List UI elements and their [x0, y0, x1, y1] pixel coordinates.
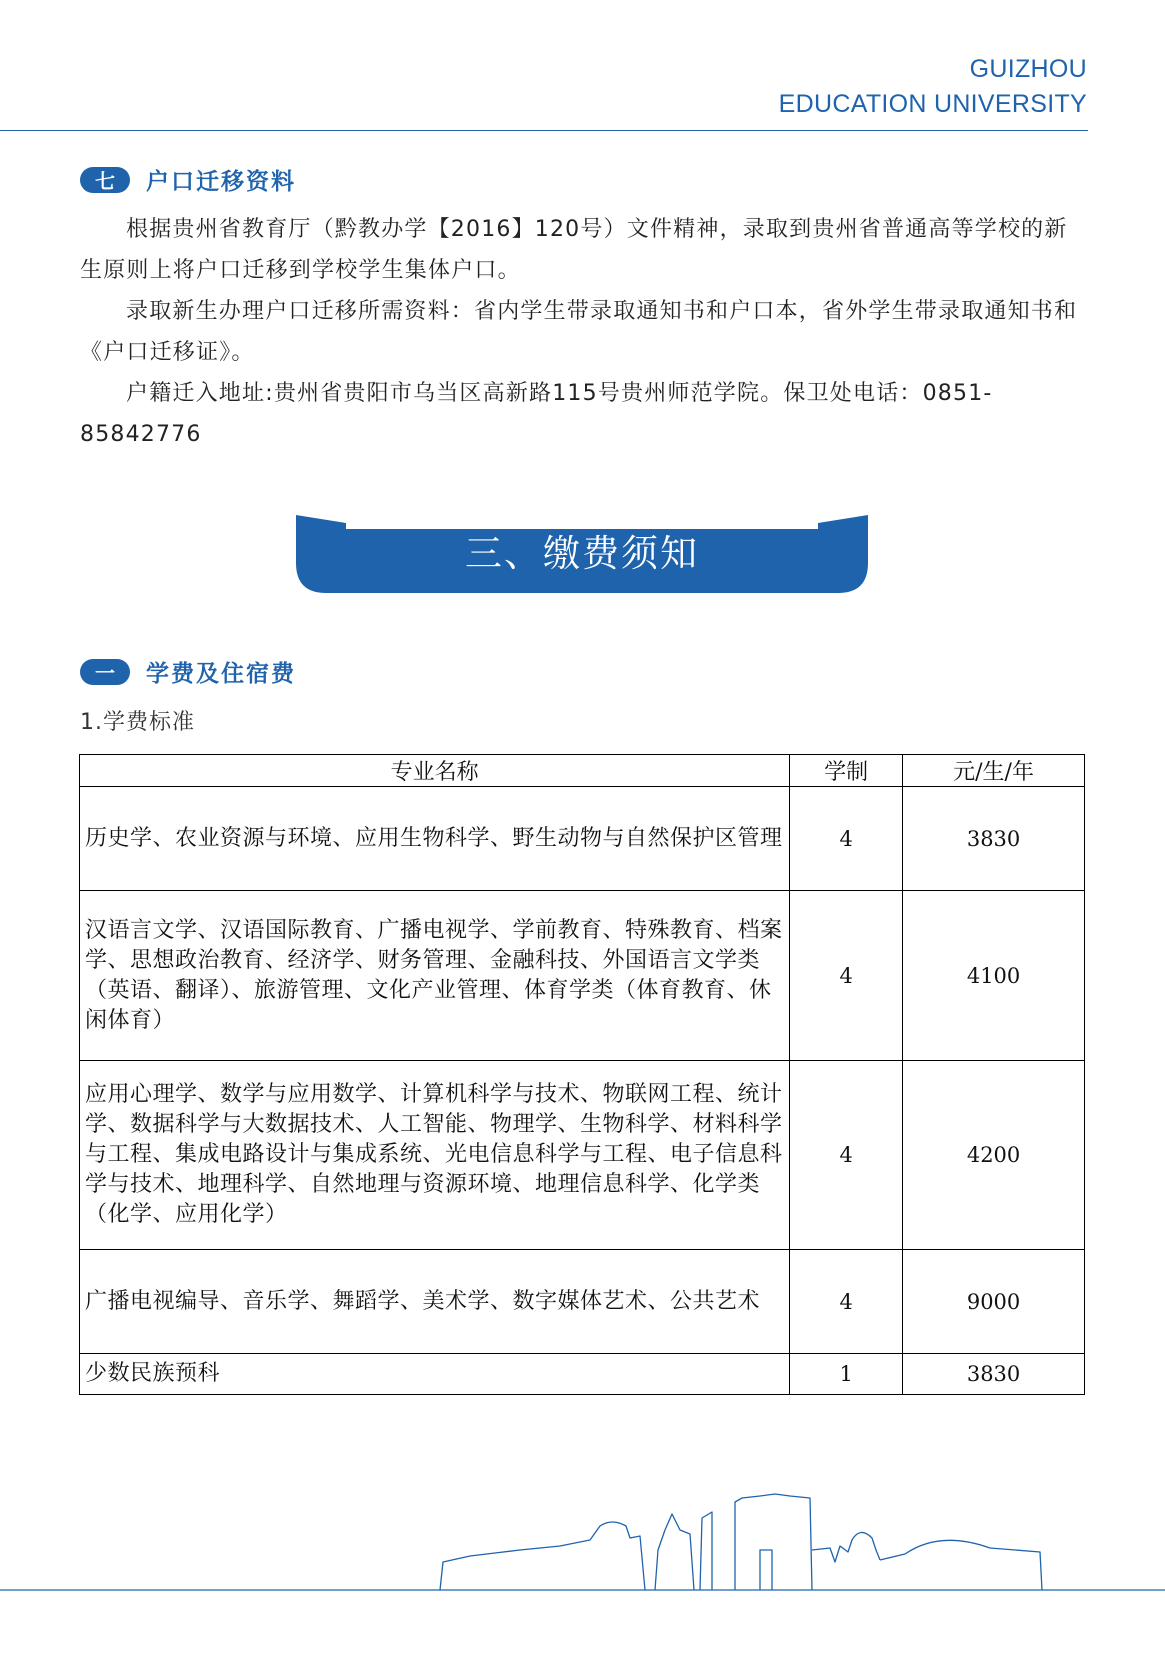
- years-cell: 4: [790, 1061, 903, 1250]
- paragraph: 录取新生办理户口迁移所需资料：省内学生带录取通知书和户口本，省外学生带录取通知书和《户口迁移证》。: [80, 299, 1078, 365]
- header-divider: [0, 130, 1088, 131]
- fee-cell: 3830: [903, 1354, 1085, 1395]
- section-title: 学费及住宿费: [146, 661, 296, 687]
- column-header-fee: 元/生/年: [903, 755, 1085, 787]
- table-row: [80, 787, 1085, 891]
- section-title: 户口迁移资料: [146, 169, 296, 195]
- table-row: [80, 1354, 1085, 1395]
- table-header-row: [80, 755, 1085, 787]
- years-cell: 1: [790, 1354, 903, 1395]
- university-brand: [779, 52, 1087, 122]
- section-heading-fees: [80, 655, 296, 688]
- column-header-major: 专业名称: [80, 755, 790, 787]
- years-cell: 4: [790, 891, 903, 1061]
- brand-line-2: EDUCATION UNIVERSITY: [778, 90, 1087, 118]
- major-cell: 历史学、农业资源与环境、应用生物科学、野生动物与自然保护区管理: [80, 787, 790, 891]
- fee-cell: 4200: [903, 1061, 1085, 1250]
- section-number-badge: 一: [80, 659, 130, 685]
- section-heading-household: [80, 163, 296, 196]
- paragraph: 户籍迁入地址:贵州省贵阳市乌当区高新路115号贵州师范学院。保卫处电话：0851-85842776: [80, 381, 993, 447]
- tuition-subheading: 1.学费标准: [80, 710, 195, 735]
- major-cell: 应用心理学、数学与应用数学、计算机科学与技术、物联网工程、统计学、数据科学与大数据技术、人工智能、物理学、生物科学、材料科学与工程、集成电路设计与集成系统、光电信息科学与工程、电子信息科学与技术、地理科学、自然地理与资源环境、地理信息科学、化学类（化学、应用化学）: [80, 1061, 790, 1250]
- campus-skyline-decoration: [0, 1490, 1165, 1600]
- column-header-years: 学制: [790, 755, 903, 787]
- household-paragraphs: [80, 209, 1088, 455]
- chapter-banner: [296, 515, 868, 593]
- fee-cell: 4100: [903, 891, 1085, 1061]
- major-cell: 少数民族预科: [80, 1354, 790, 1395]
- section-number-badge: 七: [80, 167, 130, 193]
- tuition-table: [79, 754, 1085, 1395]
- table-row: [80, 1061, 1085, 1250]
- major-cell: 广播电视编导、音乐学、舞蹈学、美术学、数字媒体艺术、公共艺术: [80, 1250, 790, 1354]
- fee-cell: 3830: [903, 787, 1085, 891]
- paragraph: 根据贵州省教育厅（黔教办学【2016】120号）文件精神，录取到贵州省普通高等学校的新生原则上将户口迁移到学校学生集体户口。: [80, 217, 1068, 283]
- years-cell: 4: [790, 1250, 903, 1354]
- fee-cell: 9000: [903, 1250, 1085, 1354]
- table-row: [80, 1250, 1085, 1354]
- chapter-title: 三、缴费须知: [465, 532, 699, 575]
- major-cell: 汉语言文学、汉语国际教育、广播电视学、学前教育、特殊教育、档案学、思想政治教育、经济学、财务管理、金融科技、外国语言文学类（英语、翻译）、旅游管理、文化产业管理、体育学类（体育教育、休闲体育）: [80, 891, 790, 1061]
- brand-line-1: GUIZHOU: [969, 55, 1087, 83]
- table-row: [80, 891, 1085, 1061]
- years-cell: 4: [790, 787, 903, 891]
